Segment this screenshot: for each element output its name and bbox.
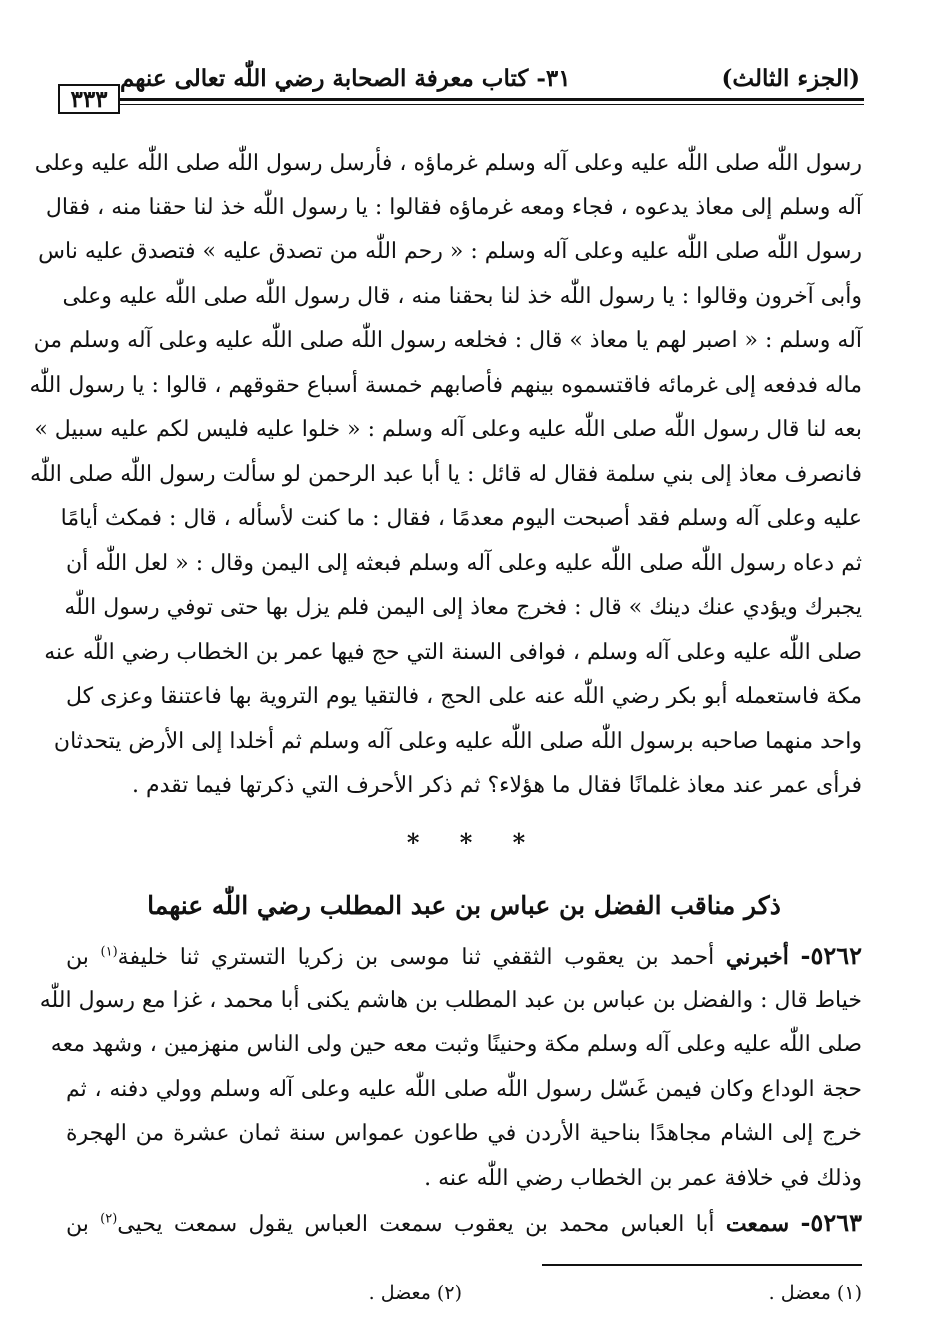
body-line-13: مكة فاستعمله أبو بكر رضي اللّٰه عنه على الحج ، فالتقيا يوم التروية بها فاعتنقا وعزى كل — [66, 684, 862, 709]
footnote-2: (٢) معضل . — [368, 1282, 462, 1304]
running-head — [120, 58, 860, 98]
hadith-number: ٥٢٦٣- — [800, 1208, 862, 1237]
page-number: ٣٣٣ — [70, 85, 108, 113]
chapter-title: ٣١- كتاب معرفة الصحابة رضي اللّٰه تعالى عنهم — [120, 64, 571, 92]
hadith-text-end: بن — [66, 1212, 89, 1237]
hadith-number: ٥٢٦٢- — [800, 941, 863, 970]
body-line-14: واحد منهما صاحبه برسول اللّٰه صلى اللّٰه عليه وعلى آله وسلم ثم أخلدا إلى الأرض يتحدثان — [53, 729, 862, 754]
hadith-text: أبا العباس محمد بن يعقوب سمعت العباس يقول سمعت يحيى — [117, 1212, 715, 1237]
body-line-5: آله وسلم : « اصبر لهم يا معاذ » قال : فخلعه رسول اللّٰه صلى اللّٰه عليه وعلى آله وسلم من — [33, 328, 862, 353]
hadith-5262-line-5: خرج إلى الشام مجاهدًا بناحية الأردن في طاعون عمواس سنة ثمان عشرة من الهجرة — [66, 1121, 862, 1146]
hadith-5263-line-1 — [66, 1203, 862, 1243]
body-line-7: بعه لنا قال رسول اللّٰه صلى اللّٰه عليه وعلى آله وسلم : « خلوا عليه فليس لكم عليه سبيل » — [34, 417, 862, 442]
footnote-ref-2: (٢) — [100, 1211, 118, 1227]
body-line-3: رسول اللّٰه صلى اللّٰه عليه وعلى آله وسلم : « رحم اللّٰه من تصدق عليه » فتصدق عليه ناس — [38, 239, 862, 264]
page-number-box — [58, 84, 120, 114]
body-line-2: آله وسلم إلى معاذ يدعوه ، فجاء ومعه غرماؤه فقالوا : يا رسول اللّٰه خذ لنا حقنا منه ، فقال — [45, 195, 862, 220]
hadith-text-end: بن — [66, 945, 89, 970]
body-line-9: عليه وعلى آله وسلم فقد أصبحت اليوم معدمًا ، فقال : ما كنت لأسأله ، قال : فمكث أيامًا — [60, 506, 862, 531]
header-rule-thick — [120, 98, 864, 101]
body-line-8: فانصرف معاذ إلى بني سلمة فقال له قائل : يا أبا عبد الرحمن لو سألت رسول اللّٰه صلى اللّٰه — [30, 462, 862, 487]
footnotes — [66, 1276, 862, 1310]
footnote-1: (١) معضل . — [768, 1282, 862, 1304]
body-line-10: ثم دعاه رسول اللّٰه صلى اللّٰه عليه وعلى آله وسلم فبعثه إلى اليمن وقال : « لعل اللّٰه أن — [66, 551, 862, 576]
hadith-5262-line-2: خياط قال : والفضل بن عباس بن عبد المطلب بن هاشم يكنى أبا محمد ، غزا مع رسول اللّٰه — [39, 988, 862, 1013]
hadith-keyword: أخبرني — [725, 944, 789, 970]
hadith-5262-line-3: صلى اللّٰه عليه وعلى آله وسلم مكة وحنينًا وثبت معه حين ولى الناس منهزمين ، وشهد معه — [50, 1032, 862, 1057]
footnote-rule — [542, 1264, 862, 1266]
body-line-4: وأبى آخرون وقالوا : يا رسول اللّٰه خذ لنا بحقنا منه ، قال رسول اللّٰه صلى اللّٰه عليه وعلى — [62, 284, 862, 309]
body-line-6: ماله فدفعه إلى غرمائه فاقتسموه بينهم فأصابهم خمسة أسباع حقوقهم ، قالوا : يا رسول اللّٰه — [29, 373, 862, 398]
body-line-11: يجبرك ويؤدي عنك دينك » قال : فخرج معاذ إلى اليمن فلم يزل بها حتى توفي رسول اللّٰه — [64, 595, 862, 620]
body-line-15: فرأى عمر عند معاذ غلمانًا فقال ما هؤلاء؟ ثم ذكر الأحرف التي ذكرتها فيما تقدم . — [131, 773, 862, 798]
section-title: ذكر مناقب الفضل بن عباس بن عبد المطلب رضي اللّٰه عنهما — [147, 891, 781, 920]
footnote-ref-1: (١) — [100, 944, 118, 960]
hadith-keyword: سمعت — [725, 1211, 790, 1237]
volume-label: (الجزء الثالث) — [721, 64, 860, 92]
hadith-5262-line-1 — [66, 936, 862, 976]
body-line-12: صلى اللّٰه عليه وعلى آله وسلم ، فوافى السنة التي حج فيها عمر بن الخطاب رضي اللّٰه عنه — [44, 640, 862, 665]
hadith-text: أحمد بن يعقوب الثقفي ثنا موسى بن زكريا التستري ثنا خليفة — [117, 945, 715, 970]
header-rule-thin — [120, 104, 864, 105]
hadith-5262-line-4: حجة الوداع وكان فيمن غَسّل رسول اللّٰه صلى اللّٰه عليه وعلى آله وسلم وولي دفنه ، ثم — [66, 1077, 862, 1102]
hadith-5262-line-6: وذلك في خلافة عمر بن الخطاب رضي اللّٰه عنه . — [424, 1166, 862, 1191]
body-line-1: رسول اللّٰه صلى اللّٰه عليه وعلى آله وسلم غرماؤه ، فأرسل رسول اللّٰه صلى اللّٰه عليه وعلى — [34, 151, 862, 176]
asterism-separator: * * * — [406, 828, 542, 857]
